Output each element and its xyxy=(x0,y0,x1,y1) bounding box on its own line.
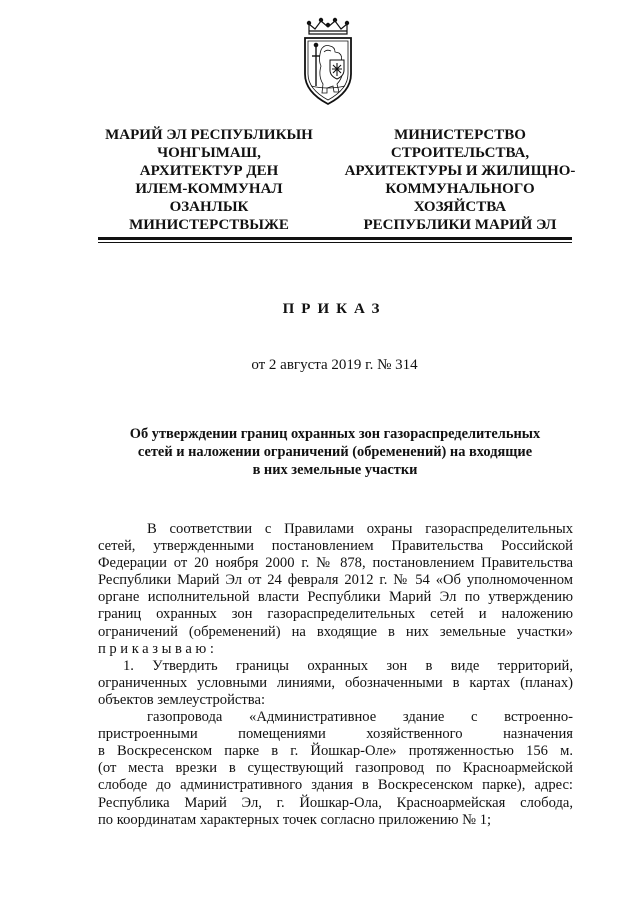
ministry-name-mari-line: АРХИТЕКТУР ДЕН xyxy=(139,163,279,179)
body-line: органе исполнительной власти Республики Марий Эл по утверждению xyxy=(98,589,573,606)
ministry-name-russian-line: КОММУНАЛЬНОГО xyxy=(385,181,535,197)
body-line-order-word: приказываю: xyxy=(98,640,218,657)
ministry-name-mari xyxy=(94,126,324,234)
body-line: пристроенными помещениями хозяйственного назначения xyxy=(98,726,573,743)
body-line: ограниченных условными линиями, обозначенными в картах (планах) xyxy=(98,674,573,691)
document-date-number: от 2 августа 2019 г. № 314 xyxy=(251,357,418,373)
body-line: В соответствии с Правилами охраны газораспределительных xyxy=(147,521,573,537)
ministry-name-mari-line: ОЗАНЛЫК xyxy=(169,199,249,215)
body-line: сетей, утвержденными постановлением Правительства Российской xyxy=(98,538,573,555)
body-line: объектов землеустройства: xyxy=(98,691,265,708)
body-line: (от места врезки в существующий газопровод по Красноармейской xyxy=(98,760,573,777)
document-title-line: Об утверждении границ охранных зон газораспределительных xyxy=(129,426,541,442)
ministry-name-russian xyxy=(338,126,582,234)
document-body xyxy=(98,521,573,829)
ministry-name-russian-line: РЕСПУБЛИКИ МАРИЙ ЭЛ xyxy=(363,217,557,233)
ministry-name-russian-line: ХОЗЯЙСТВА xyxy=(413,199,507,215)
document-title-line: в них земельные участки xyxy=(252,462,418,478)
ministry-name-mari-line: ЧОНГЫМАШ, xyxy=(157,145,261,161)
ministry-name-mari-line: МАРИЙ ЭЛ РЕСПУБЛИКЫН xyxy=(105,127,313,143)
document-title-line: сетей и наложении ограничений (обременений) на входящие xyxy=(137,444,533,460)
body-line: Федерации от 20 ноября 2000 г. № 878, постановлением Правительства xyxy=(98,555,573,572)
body-line: 1. Утвердить границы охранных зон в виде территорий, xyxy=(123,657,573,674)
body-line: границ охранных зон газораспределительных сетей и наложению xyxy=(98,606,573,623)
header-divider-thin xyxy=(98,242,572,243)
ministry-name-mari-line: МИНИСТЕРСТВЫЖЕ xyxy=(129,217,289,233)
body-line: в Воскресенском парке в г. Йошкар-Оле» протяженностью 156 м. xyxy=(98,743,573,760)
ministry-name-russian-line: СТРОИТЕЛЬСТВА, xyxy=(390,145,530,161)
coat-of-arms-icon xyxy=(297,16,359,108)
body-line: Республики Марий Эл от 24 февраля 2012 г. № 54 «Об уполномоченном xyxy=(98,572,573,589)
body-line: по координатам характерных точек согласно приложению № 1; xyxy=(98,811,492,828)
document-title xyxy=(98,425,572,479)
header-divider-thick xyxy=(98,237,572,240)
crown-icon xyxy=(307,18,348,34)
ministry-name-russian-line: МИНИСТЕРСТВО xyxy=(394,127,526,143)
body-line: ограничений (обременений) на входящие в них земельные участки» xyxy=(98,623,573,640)
document-type: ПРИКАЗ xyxy=(282,301,387,317)
body-line: газопровода «Административное здание с встроенно- xyxy=(147,709,573,726)
ornament-shield-icon xyxy=(330,60,344,79)
ministry-name-mari-line: ИЛЕМ-КОММУНАЛ xyxy=(135,181,283,197)
body-line: слободе до административного здания в Воскресенском парке), адрес: xyxy=(98,777,573,794)
body-line: Республика Марий Эл, г. Йошкар-Ола, Красноармейская слобода, xyxy=(98,794,573,811)
ministry-name-russian-line: АРХИТЕКТУРЫ И ЖИЛИЩНО- xyxy=(344,163,576,179)
